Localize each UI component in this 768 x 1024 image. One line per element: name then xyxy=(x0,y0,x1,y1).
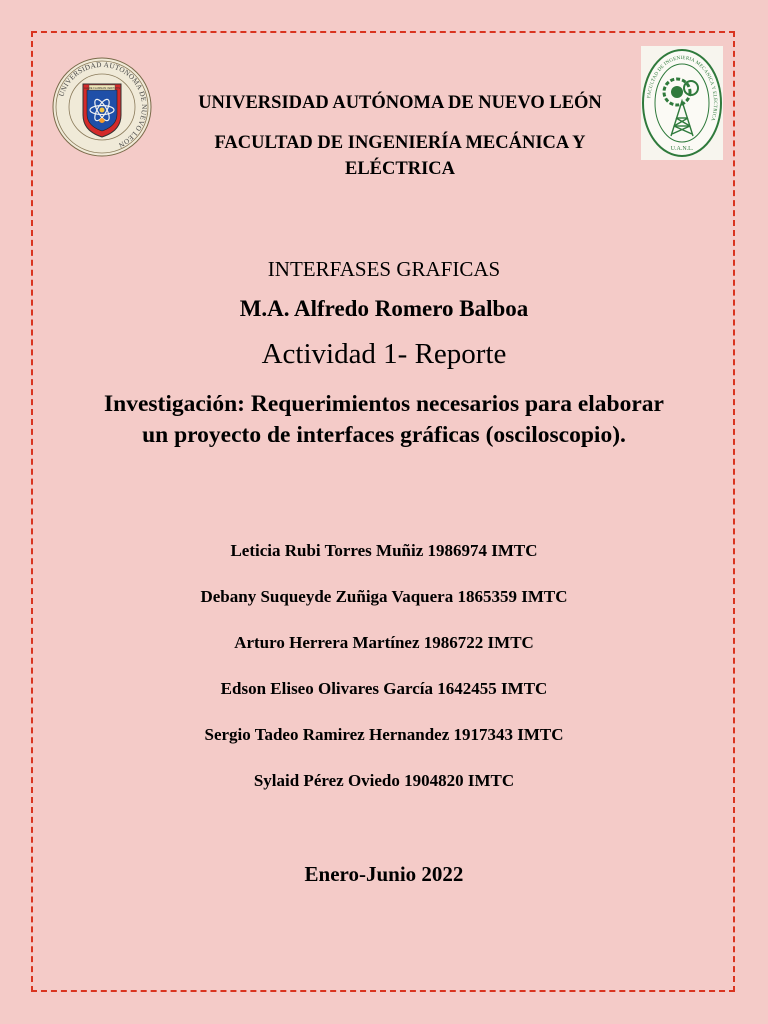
professor-name: M.A. Alfredo Romero Balboa xyxy=(239,296,529,321)
fime-bottom-text: U.A.N.L. xyxy=(670,146,694,152)
topic-title: Investigación: Requerimientos necesarios para elaborar un proyecto de interfaces gráficas (osciloscopio). xyxy=(103,391,664,448)
team-member: Sylaid Pérez Oviedo 1904820 IMTC xyxy=(253,771,515,790)
team-member: Sergio Tadeo Ramirez Hernandez 1917343 IMTC xyxy=(204,725,564,744)
academic-period: Enero-Junio 2022 xyxy=(304,862,464,886)
team-member: Arturo Herrera Martínez 1986722 IMTC xyxy=(234,633,534,652)
uanl-motto: ALERE FLAMMAM VERITATIS xyxy=(84,87,120,90)
uanl-logo xyxy=(52,57,152,157)
fime-ring-text: FACULTAD DE INGENIERIA MECANICA Y ELECTRICA xyxy=(647,55,718,122)
team-member: Leticia Rubi Torres Muñiz 1986974 IMTC xyxy=(230,541,538,560)
faculty-name: FACULTAD DE INGENIERÍA MECÁNICA Y ELÉCTRICA xyxy=(214,133,586,179)
activity-title: Actividad 1- Reporte xyxy=(261,338,507,370)
course-title: INTERFASES GRAFICAS xyxy=(267,257,501,281)
university-name: UNIVERSIDAD AUTÓNOMA DE NUEVO LEÓN xyxy=(198,93,602,113)
team-member: Debany Suqueyde Zuñiga Vaquera 1865359 IMTC xyxy=(200,587,568,606)
uanl-ring-text: UNIVERSIDAD AUTONOMA DE NUEVO LEON xyxy=(57,60,149,150)
team-member: Edson Eliseo Olivares García 1642455 IMTC xyxy=(220,679,548,698)
fime-logo xyxy=(641,46,723,160)
